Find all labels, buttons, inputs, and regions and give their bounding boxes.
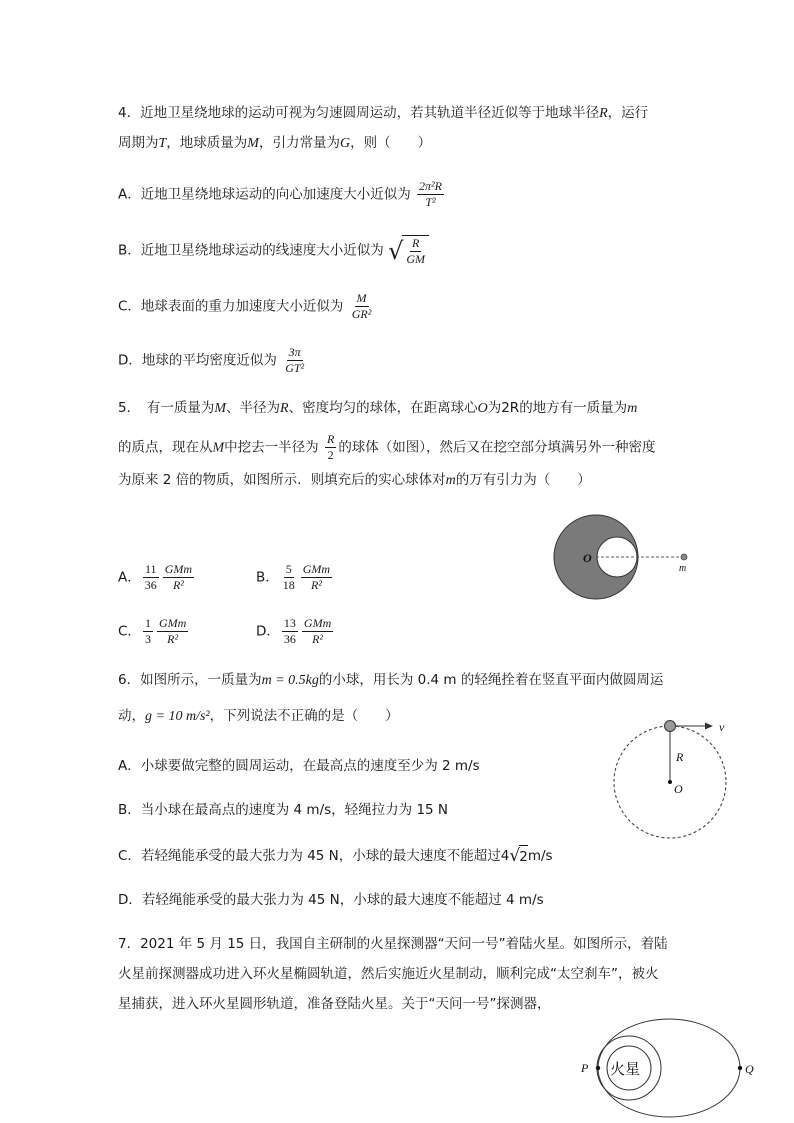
q6-option-c-radical: √ 2: [509, 846, 528, 866]
q5-sphere-figure: [548, 512, 698, 602]
q7-stem-line3: 星捕获，进入环火星圆形轨道，准备登陆火星。关于“天问一号”探测器，: [118, 996, 551, 1012]
q6-option-b: B．当小球在最高点的速度为 4 m/s，轻绳拉力为 15 N: [118, 802, 449, 818]
q6-label-v: v: [719, 720, 725, 734]
q7-stem-line2: 火星前探测器成功进入环火星椭圆轨道，然后实施近火星制动，顺利完成“太空刹车”，被火: [118, 966, 659, 982]
q6-option-c: C．若轻绳能承受的最大张力为 45 N，小球的最大速度不能超过4 √ 2 m/s: [118, 846, 553, 866]
q5-half-radius-formula: $\frac{R}{2}$: [326, 432, 335, 462]
q6-label-R: R: [676, 750, 684, 764]
q4-option-d: D．地球的平均密度近似为 $\frac{3\pi}{\text{GT²}}$: [118, 345, 305, 375]
q5-stem-line3: 为原来 2 倍的物质，如图所示．则填充后的实心球体对m的万有引力为（ ）: [118, 472, 591, 488]
q7-point-P: [596, 1066, 600, 1070]
q6-stem-line1: 6．如图所示，一质量为m = 0.5kg的小球，用长为 0.4 m 的轻绳拴着在竖直平面内做圆周运: [118, 672, 664, 688]
q5-options-row2: [118, 617, 418, 647]
q7-stem-line1: 7．2021 年 5 月 15 日，我国自主研制的火星探测器“天问一号”着陆火星。如图所示，着陆: [118, 936, 668, 952]
q7-orbit-figure: [572, 1018, 762, 1123]
q5-option-b: B． $\frac{5}{18}$ $\frac{\text{GMm}}{\text{R²}}$: [256, 562, 331, 592]
q4-option-a-formula: $\frac{\text{2π²R}}{\text{T²}}$: [419, 179, 442, 209]
q7-label-P: P: [581, 1061, 589, 1075]
q6-label-O: O: [674, 782, 683, 796]
q4-option-c: C．地球表面的重力加速度大小近似为 $\frac{M}{\text{GR²}}$: [118, 291, 372, 321]
q5-stem-line1: 5． 有一质量为M、半径为R、密度均匀的球体，在距离球心O为2R的地方有一质量为m: [118, 400, 638, 416]
q5-point-mass: [681, 554, 687, 560]
q4-option-d-formula: $\frac{3\pi}{\text{GT²}}$: [285, 345, 305, 375]
q5-label-O: O: [583, 551, 592, 565]
q6-center-point: [668, 780, 672, 784]
q5-option-a: A． $\frac{11}{36}$ $\frac{\text{GMm}}{\text{R²}}$: [118, 562, 193, 592]
q6-option-a: A．小球要做完整的圆周运动，在最高点的速度至少为 2 m/s: [118, 758, 480, 774]
q5-option-c: C． $\frac{1}{3}$ $\frac{\text{GMm}}{\text{R²}}$: [118, 616, 187, 646]
q7-mars-label: 火星: [610, 1062, 641, 1078]
q4-stem-line2: 周期为T，地球质量为M，引力常量为G，则（ ）: [118, 135, 432, 151]
q7-label-Q: Q: [745, 1062, 754, 1076]
q5-label-m: m: [679, 563, 687, 574]
q4-option-c-formula: $\frac{M}{\text{GR²}}$: [351, 291, 372, 321]
q6-stem-line2: 动，g = 10 m/s²，下列说法不正确的是（ ）: [118, 708, 399, 724]
q6-velocity-arrowhead: [705, 723, 713, 730]
q4-option-b: B．近地卫星绕地球运动的线速度大小近似为 √ $\frac{R}{GM}$: [118, 235, 429, 266]
q6-ball: [665, 721, 676, 732]
q7-point-Q: [738, 1066, 742, 1070]
q5-options-row1: [118, 563, 418, 593]
q4-option-a: A．近地卫星绕地球运动的向心加速度大小近似为 $\frac{\text{2π²R}}{\text{T²}}$: [118, 179, 442, 209]
q4-stem-line1: 4．近地卫星绕地球的运动可视为匀速圆周运动，若其轨道半径近似等于地球半径R，运行: [118, 105, 649, 121]
q5-stem-line2: 的质点，现在从M中挖去一半径为 $\frac{R}{2}$ 的球体（如图），然后又在挖空部分填满另外一种密度: [118, 432, 656, 462]
q4-option-b-formula: √ $\frac{R}{GM}$: [388, 235, 429, 266]
q6-option-d: D．若轻绳能承受的最大张力为 45 N，小球的最大速度不能超过 4 m/s: [118, 892, 544, 908]
q6-circle-figure: [605, 712, 735, 842]
q5-option-d: D． $\frac{13}{36}$ $\frac{\text{GMm}}{\text{R²}}$: [256, 616, 332, 646]
